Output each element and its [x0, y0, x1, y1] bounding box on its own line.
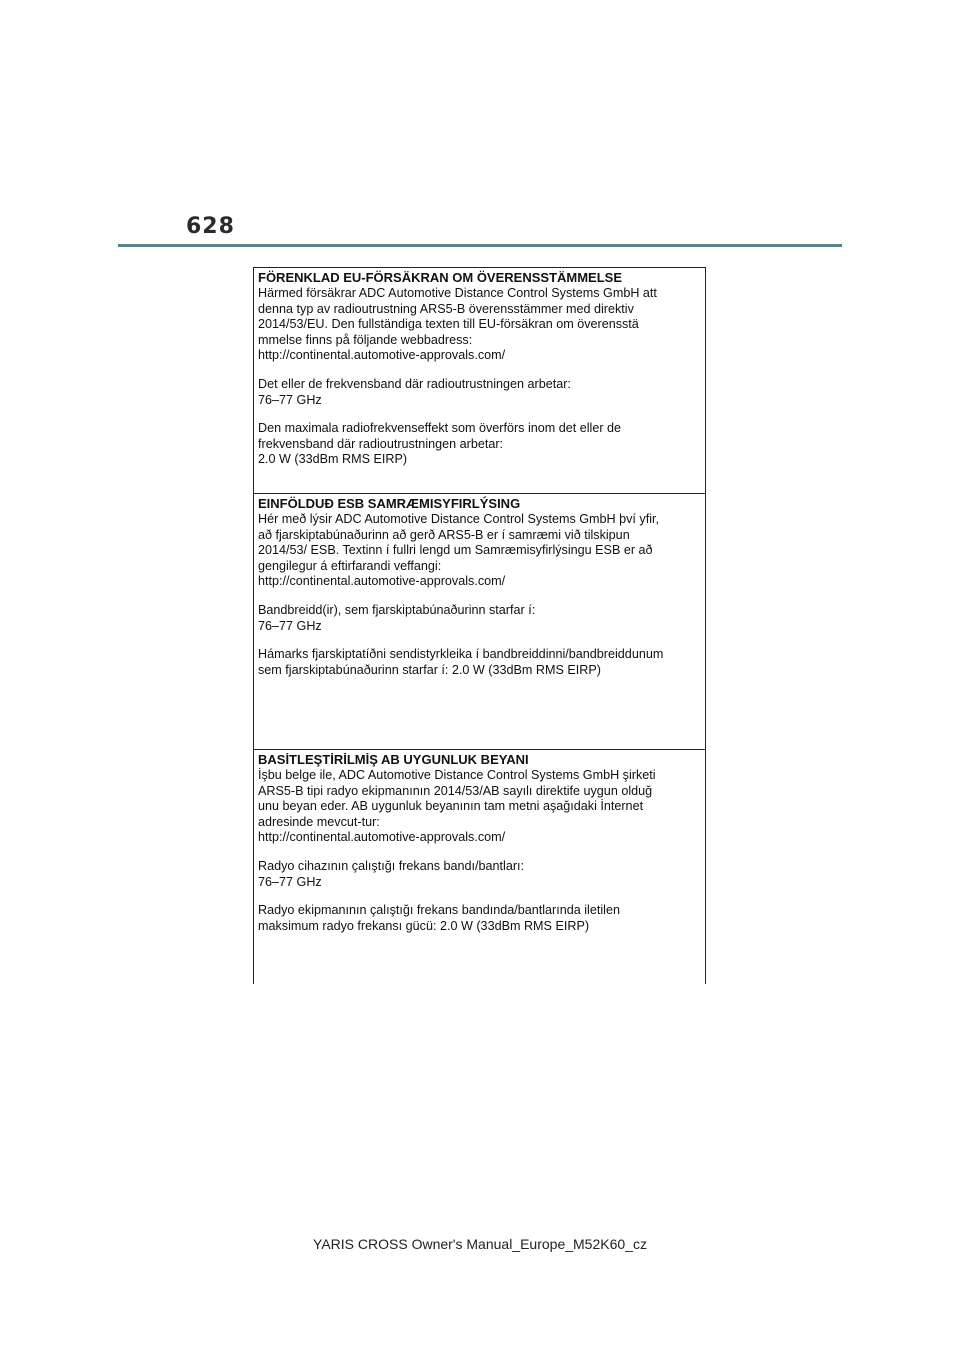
text-line: unu beyan eder. AB uygunluk beyanının tam metni aşağıdaki İnternet — [258, 799, 644, 814]
power-text: 2.0 W (33dBm RMS EIRP) — [258, 452, 408, 467]
frequency-text: 76–77 GHz — [258, 392, 322, 407]
text-line: denna typ av radioutrustning ARS5-B överensstämmer med direktiv — [258, 301, 634, 316]
text-line: frekvensband där radioutrustningen arbetar: — [258, 436, 504, 451]
url-text: http://continental.automotive-approvals.com/ — [258, 348, 506, 363]
text-line: Radyo ekipmanının çalıştığı frekans bandında/bantlarında iletilen — [258, 903, 620, 918]
text-line: Bandbreidd(ir), sem fjarskiptabúnaðurinn starfar í: — [258, 602, 536, 617]
footer-manual-id: YARIS CROSS Owner's Manual_Europe_M52K60_cz — [313, 1236, 647, 1252]
text-line: að fjarskiptabúnaðurinn að gerð ARS5-B er í samræmi við tilskipun — [258, 527, 630, 542]
text-line: adresinde mevcut-tur: — [258, 814, 380, 829]
text-line: Hér með lýsir ADC Automotive Distance Control Systems GmbH því yfir, — [258, 512, 660, 526]
url-text: http://continental.automotive-approvals.com/ — [258, 574, 506, 589]
declaration-section-swedish — [254, 268, 705, 494]
frequency-text: 76–77 GHz — [258, 874, 322, 889]
text-line: ARS5-B tipi radyo ekipmanının 2014/53/AB sayılı direktife uygun olduğ — [258, 783, 653, 798]
declaration-section-turkish — [254, 750, 705, 985]
section-title: FÖRENKLAD EU-FÖRSÄKRAN OM ÖVERENSSTÄMMELSE — [258, 270, 623, 285]
text-line: İşbu belge ile, ADC Automotive Distance Control Systems GmbH şirketi — [258, 768, 656, 782]
text-line: mmelse finns på följande webbadress: — [258, 332, 473, 347]
text-line: 2014/53/EU. Den fullständiga texten till EU-försäkran om överensstä — [258, 317, 639, 332]
text-line: Det eller de frekvensband där radioutrustningen arbetar: — [258, 376, 571, 391]
section-title: BASİTLEŞTİRİLMİŞ AB UYGUNLUK BEYANI — [258, 752, 529, 767]
url-text: http://continental.automotive-approvals.com/ — [258, 830, 506, 845]
declaration-section-icelandic — [254, 494, 705, 750]
power-text: maksimum radyo frekansı gücü: 2.0 W (33dBm RMS EIRP) — [258, 918, 590, 933]
text-line: Radyo cihazının çalıştığı frekans bandı/bantları: — [258, 858, 525, 873]
declaration-box — [253, 267, 706, 984]
section-title: EINFÖLDUÐ ESB SAMRÆMISYFIRLÝSING — [258, 496, 521, 511]
header-rule — [118, 244, 842, 247]
page-number: 628 — [186, 214, 235, 239]
text-line: Den maximala radiofrekvenseffekt som överförs inom det eller de — [258, 421, 622, 436]
text-line: Härmed försäkrar ADC Automotive Distance Control Systems GmbH att — [258, 286, 657, 300]
frequency-text: 76–77 GHz — [258, 618, 322, 633]
text-line: gengilegur á eftirfarandi veffangi: — [258, 558, 442, 573]
text-line: 2014/53/ ESB. Textinn í fullri lengd um Samræmisyfirlýsingu ESB er að — [258, 543, 653, 558]
text-line: Hámarks fjarskiptatíðni sendistyrkleika í bandbreiddinni/bandbreiddunum — [258, 647, 664, 662]
power-text: sem fjarskiptabúnaðurinn starfar í: 2.0 W (33dBm RMS EIRP) — [258, 662, 601, 677]
